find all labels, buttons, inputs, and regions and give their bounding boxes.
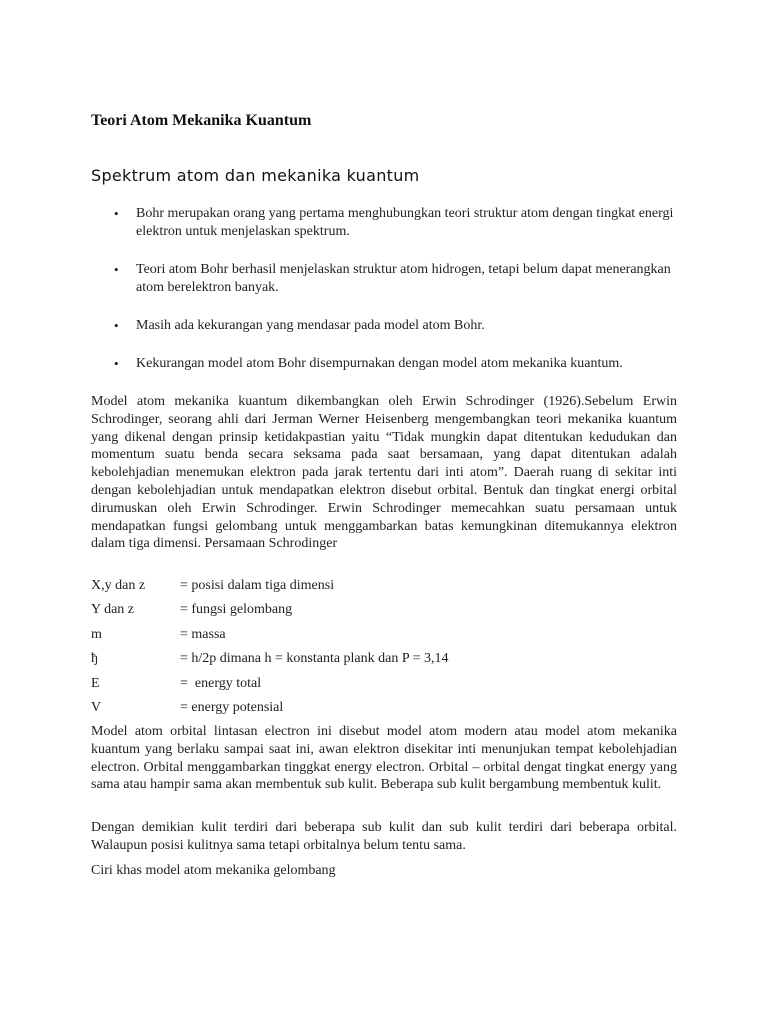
- definition-desc: = h/2p dimana h = konstanta plank dan P = 3,14: [180, 651, 449, 666]
- definition-desc: = energy potensial: [180, 700, 284, 715]
- bullet-icon: •: [114, 206, 119, 221]
- definition-desc: = massa: [180, 627, 226, 642]
- definition-desc: = fungsi gelombang: [180, 602, 293, 617]
- definition-desc: = posisi dalam tiga dimensi: [180, 578, 335, 593]
- definition-row: [91, 674, 691, 694]
- bullet-icon: •: [114, 356, 119, 371]
- bullet-text: Masih ada kekurangan yang mendasar pada model atom Bohr.: [136, 318, 485, 333]
- section-heading: Spektrum atom dan mekanika kuantum: [91, 166, 420, 185]
- definition-term: Y dan z: [91, 602, 135, 617]
- bullet-text: Teori atom Bohr berhasil menjelaskan struktur atom hidrogen, tetapi belum dapat menerangkan atom berelektron banyak.: [136, 262, 671, 295]
- paragraph-characteristics: Ciri khas model atom mekanika gelombang: [91, 863, 336, 878]
- definition-row: [91, 625, 691, 645]
- definition-row: [91, 576, 691, 596]
- definition-term: V: [91, 700, 102, 715]
- definition-desc: = energy total: [180, 676, 262, 691]
- bullet-text: Bohr merupakan orang yang pertama menghubungkan teori struktur atom dengan tingkat energi elektron untuk menjelaskan spektrum.: [136, 206, 674, 239]
- definition-term: ђ: [91, 651, 98, 666]
- definition-term: E: [91, 676, 100, 691]
- document-title: Teori Atom Mekanika Kuantum: [91, 112, 312, 129]
- paragraph-orbital-model: Model atom orbital lintasan electron ini disebut model atom modern atau model atom mekanika kuantum yang berlaku sampai saat ini, awan elektron disekitar inti menunjukan tempat kebolehjadian electron. Orbital menggambarkan tinggkat energy electron. Orbital – orbital dengat tingkat energy yang sama atau hampir sama akan membentuk sub kulit. Beberapa sub kulit bergambung membentuk kulit.: [91, 724, 677, 793]
- bullet-text: Kekurangan model atom Bohr disempurnakan dengan model atom mekanika kuantum.: [136, 356, 623, 371]
- definition-row: [91, 649, 691, 669]
- definition-row: [91, 698, 691, 718]
- bullet-icon: •: [114, 262, 119, 277]
- paragraph-schrodinger: Model atom mekanika kuantum dikembangkan oleh Erwin Schrodinger (1926).Sebelum Erwin Schrodinger, seorang ahli dari Jerman Werner Heisenberg mengembangkan teori mekanika kuantum yang dikenal dengan prinsip ketidakpastian yaitu “Tidak mungkin dapat ditentukan kedudukan dan momentum suatu benda secara seksama pada saat bersamaan, yang dapat ditentukan adalah kebolehjadian menemukan elektron pada jarak tertentu dari inti atom”. Daerah ruang di sekitar inti dengan kebolehjadian untuk mendapatkan elektron disebut orbital. Bentuk dan tingkat energi orbital dirumuskan oleh Erwin Schrodinger. Erwin Schrodinger memecahkan suatu persamaan untuk mendapatkan fungsi gelombang untuk menggambarkan batas kemungkinan ditemukannya elektron dalam tiga dimensi. Persamaan Schrodinger: [91, 394, 677, 552]
- definition-term: X,y dan z: [91, 578, 146, 593]
- paragraph-shells: Dengan demikian kulit terdiri dari beberapa sub kulit dan sub kulit terdiri dari beberapa orbital. Walaupun posisi kulitnya sama tetapi orbitalnya belum tentu sama.: [91, 820, 677, 853]
- bullet-icon: •: [114, 318, 119, 333]
- definition-row: [91, 600, 691, 620]
- definition-term: m: [91, 627, 102, 642]
